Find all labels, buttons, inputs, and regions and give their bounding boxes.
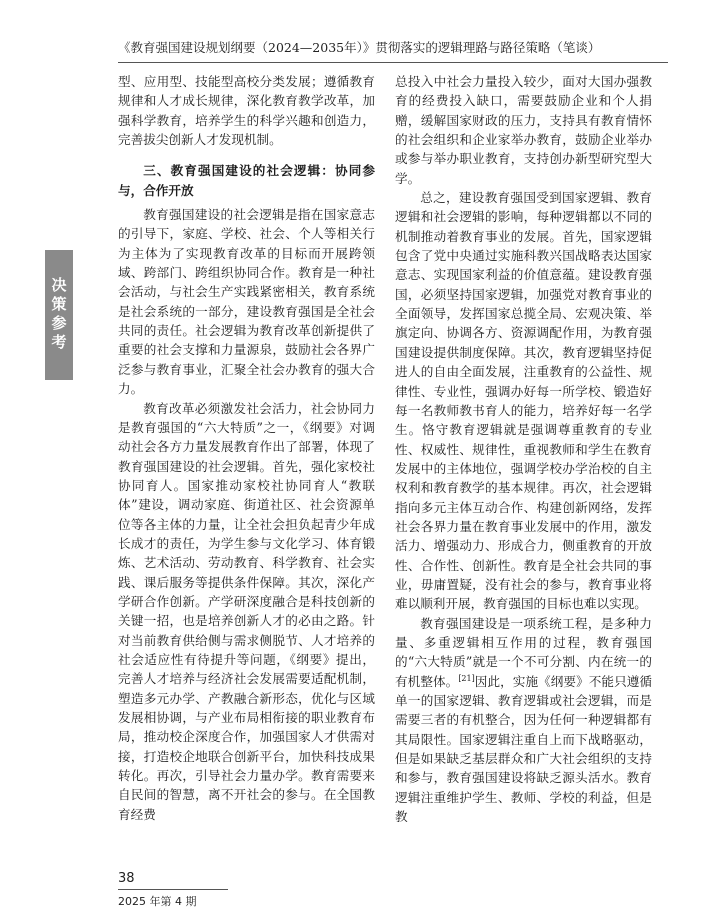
section-tab — [45, 250, 73, 380]
paragraph-text: 因此，实施《纲要》不能只遵循单一的国家逻辑、教育逻辑或社会逻辑，而是需要三者的有机整合，因为任何一种逻辑都有其局限性。国家逻辑注重自上而下战略驱动，但是如果缺乏基层群众和广大社会组织的支持和参与，教育强国建设将缺乏源头活水。教育逻辑注重维护学生、教师、学校的利益，但是教 — [395, 673, 653, 825]
paragraph: 教育强国建设的社会逻辑是指在国家意志的引导下，家庭、学校、社会、个人等相关行为主体为了实现教育改革的目标而开展跨领域、跨部门、跨组织协同合作。教育是一种社会活动，与社会生产实践紧密相关，教育系统是社会系统的一部分，建设教育强国是全社会共同的责任。社会逻辑为教育改革创新提供了重要的社会支撑和力量源泉，鼓励社会各界广泛参与教育事业，汇聚全社会办教育的强大合力。 — [118, 207, 375, 397]
paragraph-continued: 总投入中社会力量投入较少，面对大国办强教育的经费投入缺口，需要鼓励企业和个人捐赠，缓解国家财政的压力，支持具有教育情怀的社会组织和企业家举办教育，鼓励企业举办或参与举办职业教育，支持创办新型研究型大学。 — [395, 74, 652, 186]
running-header: 《教育强国建设规划纲要（2024—2035年）》贯彻落实的逻辑理路与路径策略（笔谈） — [118, 40, 601, 55]
paragraph-continued: 型、应用型、技能型高校分类发展；遵循教育规律和人才成长规律，深化教育教学改革，加强科学教育，培养学生的科学兴趣和创造力，完善拔尖创新人才发现机制。 — [118, 74, 375, 148]
paragraph — [395, 614, 652, 827]
paragraph: 总之，建设教育强国受到国家逻辑、教育逻辑和社会逻辑的影响，每种逻辑都以不同的机制推动着教育事业的发展。首先，国家逻辑包含了党中央通过实施科教兴国战略表达国家意志、实现国家利益的价值意蕴。建设教育强国，必须坚持国家逻辑，加强党对教育事业的全面领导，发挥国家总揽全局、宏观决策、举旗定向、协调各方、资源调配作用，为教育强国建设提供制度保障。其次，教育逻辑坚持促进人的自由全面发展，注重教育的公益性、规律性、专业性，强调办好每一所学校、锻造好每一名教师教书育人的能力，培养好每一名学生。恪守教育逻辑就是强调尊重教育的专业性、权威性、规律性，重视教师和学生在教育发展中的主体地位，强调学校办学治校的自主权利和教育教学的基本规律。再次，社会逻辑指向多元主体互动合作、构建创新网络，发挥社会各界力量在教育事业发展中的作用，激发活力、增强动力、形成合力，侧重教育的开放性、合作性、创新性。教育是全社会共同的事业，毋庸置疑，没有社会的参与，教育事业将难以顺利开展，教育强国的目标也难以实现。 — [395, 190, 652, 612]
paragraph-text: 教育强国建设是一项系统工程，是多种力量、多重逻辑相互作用的过程，教育强国的“六大特质”就是一个不可分割、内在统一的有机整体。 — [395, 615, 652, 689]
page-number: 38 — [118, 871, 135, 886]
section-tab-label: 决策参考 — [49, 277, 68, 353]
issue-label: 2025 年第 4 期 — [118, 895, 197, 908]
header-rule — [118, 62, 668, 63]
citation-reference[interactable]: [21] — [458, 673, 475, 683]
footer-rule — [118, 889, 228, 890]
right-column — [395, 72, 652, 826]
paragraph: 教育改革必须激发社会活力，社会协同力是教育强国的“六大特质”之一，《纲要》对调动社会各方力量发展教育作出了部署，体现了教育强国建设的社会逻辑。首先，强化家校社协同育人。国家推动家校社协同育人“教联体”建设，调动家庭、街道社区、社会资源单位等各主体的力量，让全社会担负起青少年成长成才的责任，为学生参与文化学习、体育锻炼、艺术活动、劳动教育、科学教育、社会实践、课后服务等提供条件保障。其次，深化产学研合作创新。产学研深度融合是科技创新的关键一招，也是培养创新人才的必由之路。针对当前教育供给侧与需求侧脱节、人才培养的社会适应性有待提升等问题，《纲要》提出，完善人才培养与经济社会发展需要适配机制，塑造多元办学、产教融合新形态，优化与区域发展相协调，与产业布局相衔接的职业教育布局，推动校企深度合作，加强国家人才供需对接，打造校企地联合创新平台，加快科技成果转化。再次，引导社会力量办学。教育需要来自民间的智慧，离不开社会的参与。在全国教育经费 — [118, 400, 375, 822]
left-column — [118, 72, 375, 824]
section-heading: 三、教育强国建设的社会逻辑：协同参与，合作开放 — [118, 163, 375, 198]
